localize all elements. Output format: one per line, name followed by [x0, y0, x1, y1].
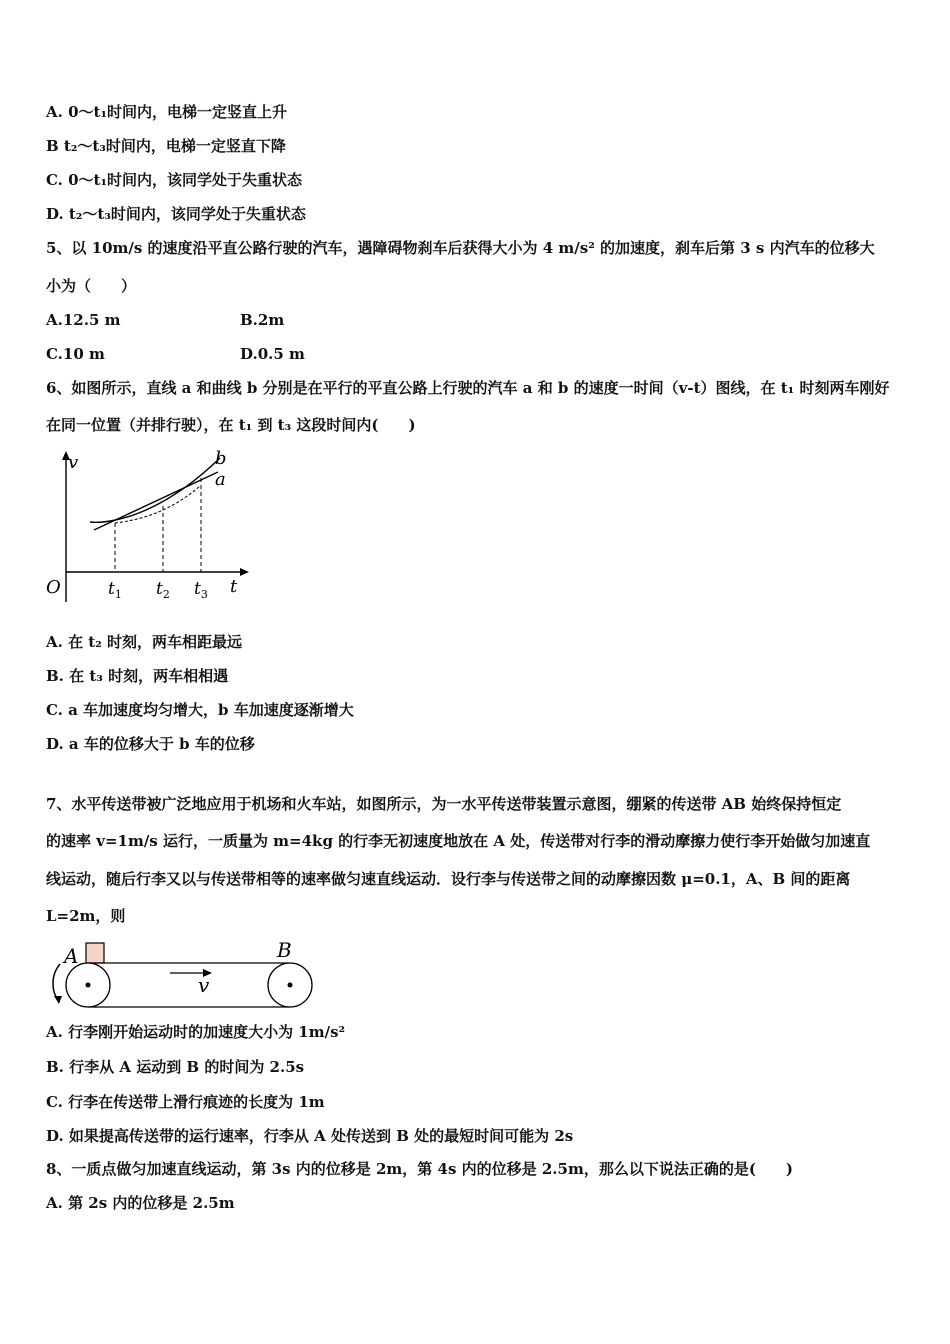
q7-option-b: B. 行李从 A 运动到 B 的时间为 2.5s [46, 1058, 305, 1076]
q6-stem-line2: 在同一位置（并排行驶），在 t₁ 到 t₃ 这段时间内( ) [46, 416, 416, 434]
t-axis-arrow [240, 568, 249, 576]
curve-b [90, 458, 220, 522]
q7-option-d: D. 如果提高传送带的运行速率，行李从 A 处传送到 B 处的最短时间可能为 2s [46, 1127, 574, 1145]
q7-option-a: A. 行李刚开始运动时的加速度大小为 1m/s² [46, 1023, 346, 1041]
label-t2: $t_2$ [156, 579, 170, 601]
q8-stem: 8、一质点做匀加速直线运动，第 3s 内的位移是 2m，第 4s 内的位移是 2.5m，那么以下说法正确的是( ) [46, 1160, 794, 1178]
vt-graph-figure [40, 446, 260, 608]
q4-option-d: D. t₂～t₃时间内，该同学处于失重状态 [46, 205, 306, 223]
label-v: v [68, 452, 79, 473]
q5-option-a: A.12.5 m [46, 311, 121, 329]
q4-option-a: A. 0～t₁时间内，电梯一定竖直上升 [46, 103, 288, 121]
label-origin: O [46, 577, 61, 598]
q7-stem-line1: 7、水平传送带被广泛地应用于机场和火车站，如图所示，为一水平传送带装置示意图，绷紧的传送带 AB 始终保持恒定 [46, 795, 842, 813]
q6-option-b: B. 在 t₃ 时刻，两车相相遇 [46, 667, 229, 685]
pulley-left-axle [86, 983, 91, 988]
q5-stem-line1: 5、以 10m/s 的速度沿平直公路行驶的汽车，遇障碍物刹车后获得大小为 4 m/s² 的加速度，刹车后第 3 s 内汽车的位移大 [46, 239, 875, 257]
label-t1: $t_1$ [108, 579, 122, 601]
label-b: b [215, 448, 227, 469]
q5-stem-line2: 小为（ ） [46, 277, 137, 295]
label-v: v [198, 973, 210, 997]
label-a: a [215, 469, 226, 490]
label-a: A [64, 944, 79, 968]
q7-stem-line4: L=2m，则 [46, 907, 126, 925]
conveyor-belt-figure [40, 938, 330, 1014]
q6-stem-line1: 6、如图所示，直线 a 和曲线 b 分别是在平行的平直公路上行驶的汽车 a 和 b 的速度一时间（v-t）图线，在 t₁ 时刻两车刚好 [46, 379, 890, 397]
q5-option-c: C.10 m [46, 345, 105, 363]
q4-option-c: C. 0～t₁时间内，该同学处于失重状态 [46, 171, 303, 189]
label-t3: $t_3$ [194, 579, 208, 601]
q6-option-d: D. a 车的位移大于 b 车的位移 [46, 735, 255, 753]
luggage-box [86, 943, 104, 963]
label-b: B [277, 938, 292, 962]
q4-option-b: B t₂～t₃时间内，电梯一定竖直下降 [46, 137, 286, 155]
rotation-arrowhead [54, 996, 62, 1004]
q8-option-a: A. 第 2s 内的位移是 2.5m [46, 1194, 235, 1212]
q6-option-c: C. a 车加速度均匀增大，b 车加速度逐渐增大 [46, 701, 354, 719]
pulley-right-axle [288, 983, 293, 988]
q7-stem-line2: 的速率 v=1m/s 运行，一质量为 m=4kg 的行李无初速度地放在 A 处，传送带对行李的滑动摩擦力使行李开始做匀加速直 [46, 832, 871, 850]
q6-option-a: A. 在 t₂ 时刻，两车相距最远 [46, 633, 243, 651]
q5-option-b: B.2m [240, 311, 285, 329]
rotation-arrow [53, 964, 60, 1000]
q7-stem-line3: 线运动，随后行李又以与传送带相等的速率做匀速直线运动．设行李与传送带之间的动摩擦因数 μ=0.1，A、B 间的距离 [46, 870, 851, 888]
label-t: t [230, 576, 238, 597]
q7-option-c: C. 行李在传送带上滑行痕迹的长度为 1m [46, 1093, 325, 1111]
q5-option-d: D.0.5 m [240, 345, 305, 363]
